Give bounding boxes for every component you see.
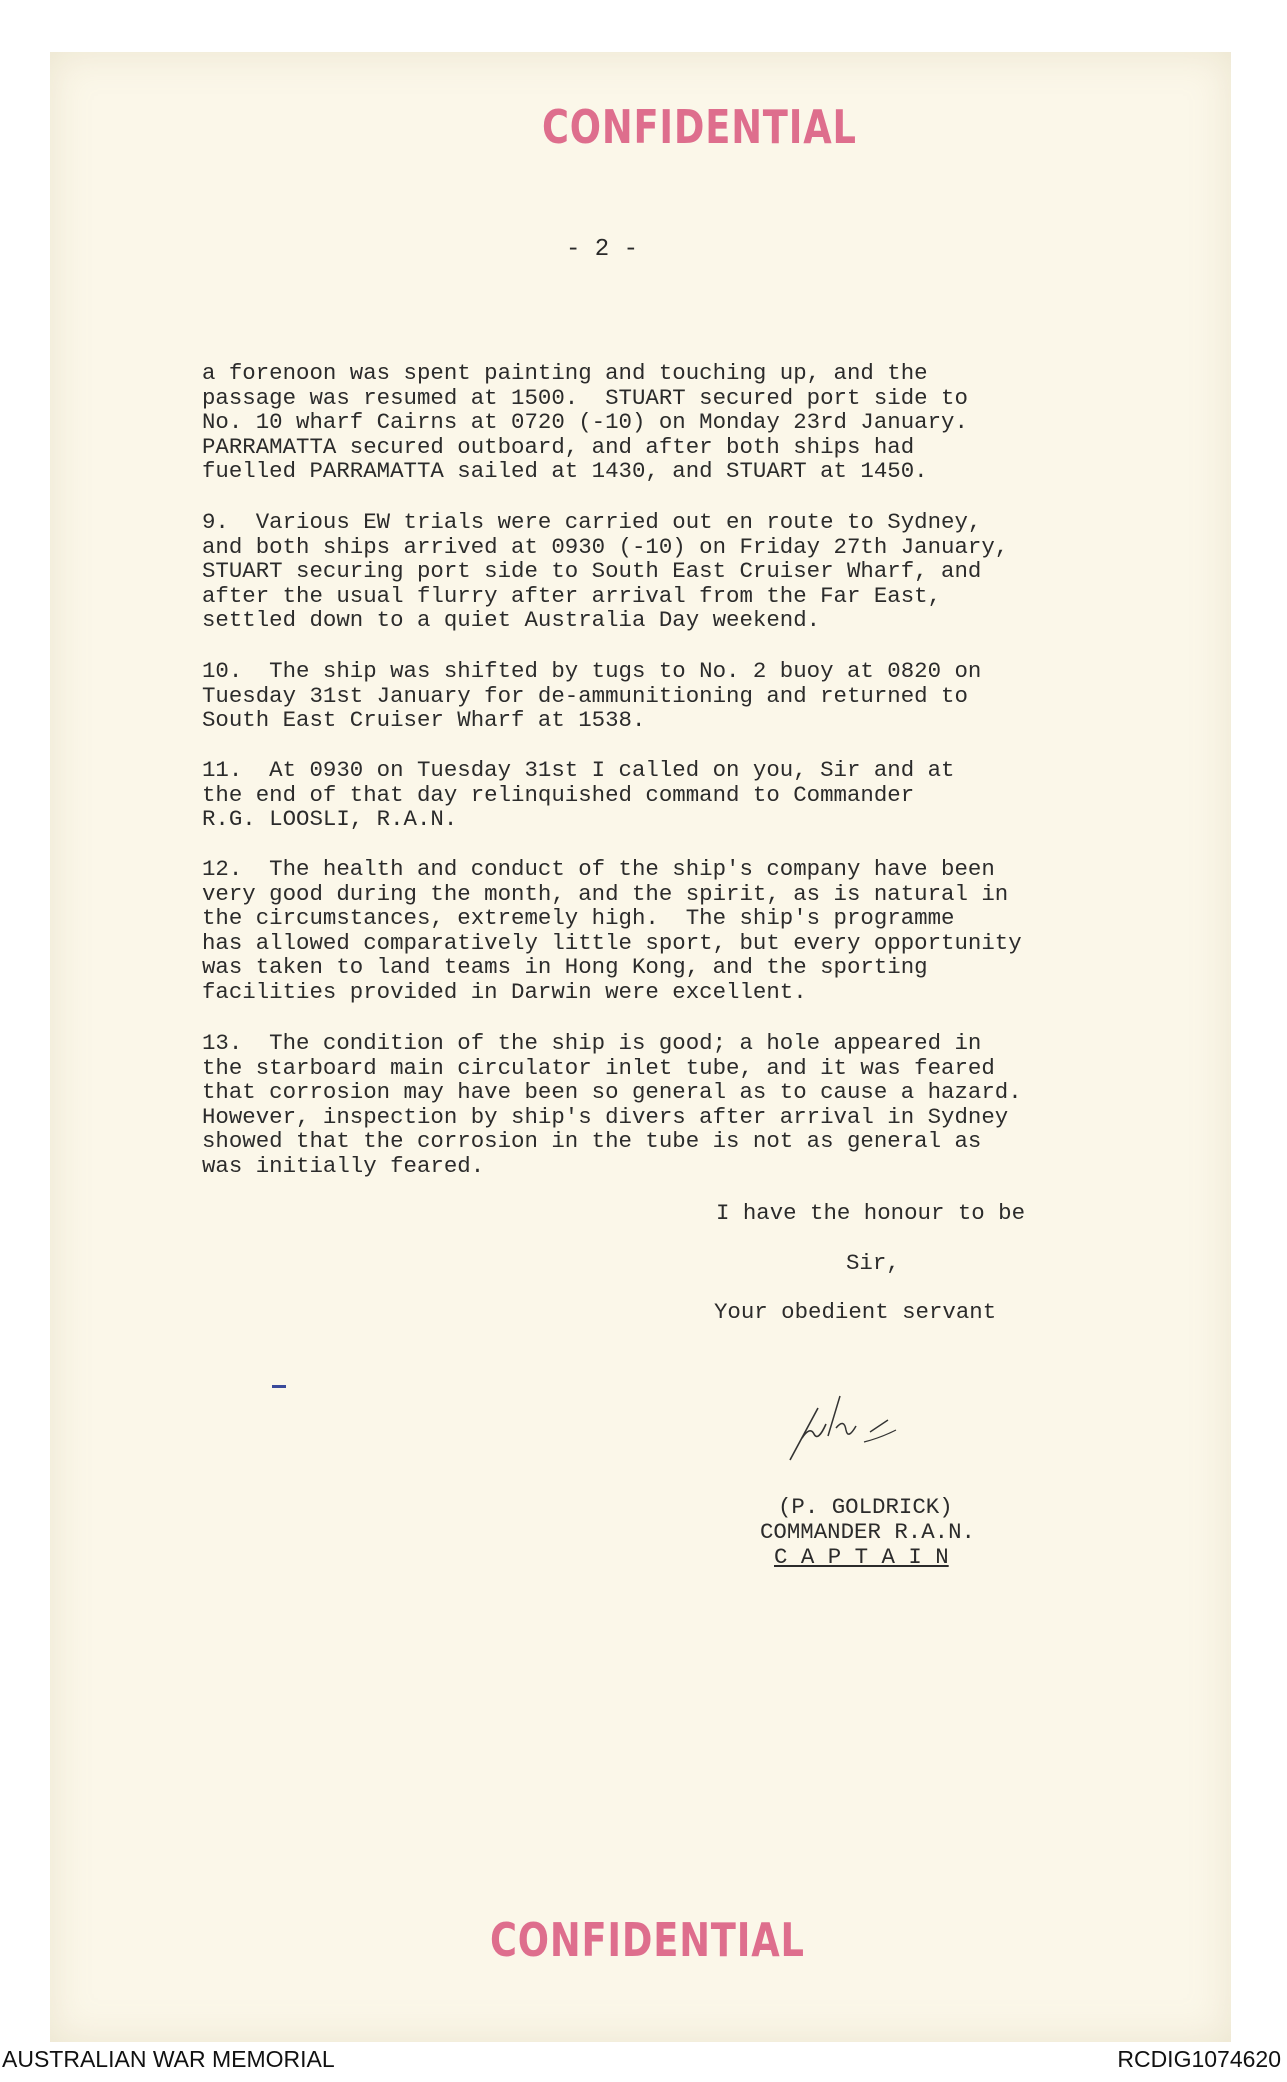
closing-line-honour: I have the honour to be: [716, 1200, 1026, 1226]
handwritten-signature: [780, 1390, 950, 1470]
paragraph-13: 13. The condition of the ship is good; a hole appeared in the starboard main circulator inlet tube, and it was feared that corrosion may have been so general as to cause a hazard. However, inspection by ship's divers after arrival in Sydney showed that the corrosion in the tube is not as general as was initially feared.: [202, 1030, 1022, 1179]
signatory-name: (P. GOLDRICK): [778, 1494, 953, 1520]
confidential-stamp-top: CONFIDENTIAL: [542, 100, 857, 154]
paragraph-10: 10. The ship was shifted by tugs to No. 2 buoy at 0820 on Tuesday 31st January for de-ammunitioning and returned to South East Cruiser Wharf at 1538.: [202, 658, 982, 734]
closing-line-servant: Your obedient servant: [714, 1299, 997, 1325]
paragraph-continuation: a forenoon was spent painting and touching up, and the passage was resumed at 1500. STUART secured port side to No. 10 wharf Cairns at 0720 (-10) on Monday 23rd January. PARRAMATTA secured outboard, and after both ships had fuelled PARRAMATTA sailed at 1430, and STUART at 1450.: [202, 360, 968, 485]
footer-institution: AUSTRALIAN WAR MEMORIAL: [2, 2046, 335, 2072]
paragraph-11: 11. At 0930 on Tuesday 31st I called on you, Sir and at the end of that day relinquished command to Commander R.G. LOOSLI, R.A.N.: [202, 757, 955, 833]
paragraph-9: 9. Various EW trials were carried out en route to Sydney, and both ships arrived at 0930 (-10) on Friday 27th January, STUART securing port side to South East Cruiser Wharf, and after the usual flurry after arrival from the Far East, settled down to a quiet Australia Day weekend.: [202, 509, 1009, 634]
page-number: - 2 -: [566, 236, 639, 263]
paragraph-12: 12. The health and conduct of the ship's company have been very good during the month, and the spirit, as is natural in the circumstances, extremely high. The ship's programme has allowed comparatively little sport, but every opportunity was taken to land teams in Hong Kong, and the sporting facilities provided in Darwin were excellent.: [202, 856, 1022, 1005]
signatory-rank: COMMANDER R.A.N.: [760, 1519, 975, 1545]
confidential-stamp-bottom: CONFIDENTIAL: [490, 1913, 805, 1967]
footer-record-id: RCDIG1074620: [1117, 2046, 1281, 2072]
closing-line-sir: Sir,: [846, 1250, 900, 1276]
ink-mark: [272, 1385, 286, 1388]
signatory-title: C A P T A I N: [774, 1544, 949, 1570]
